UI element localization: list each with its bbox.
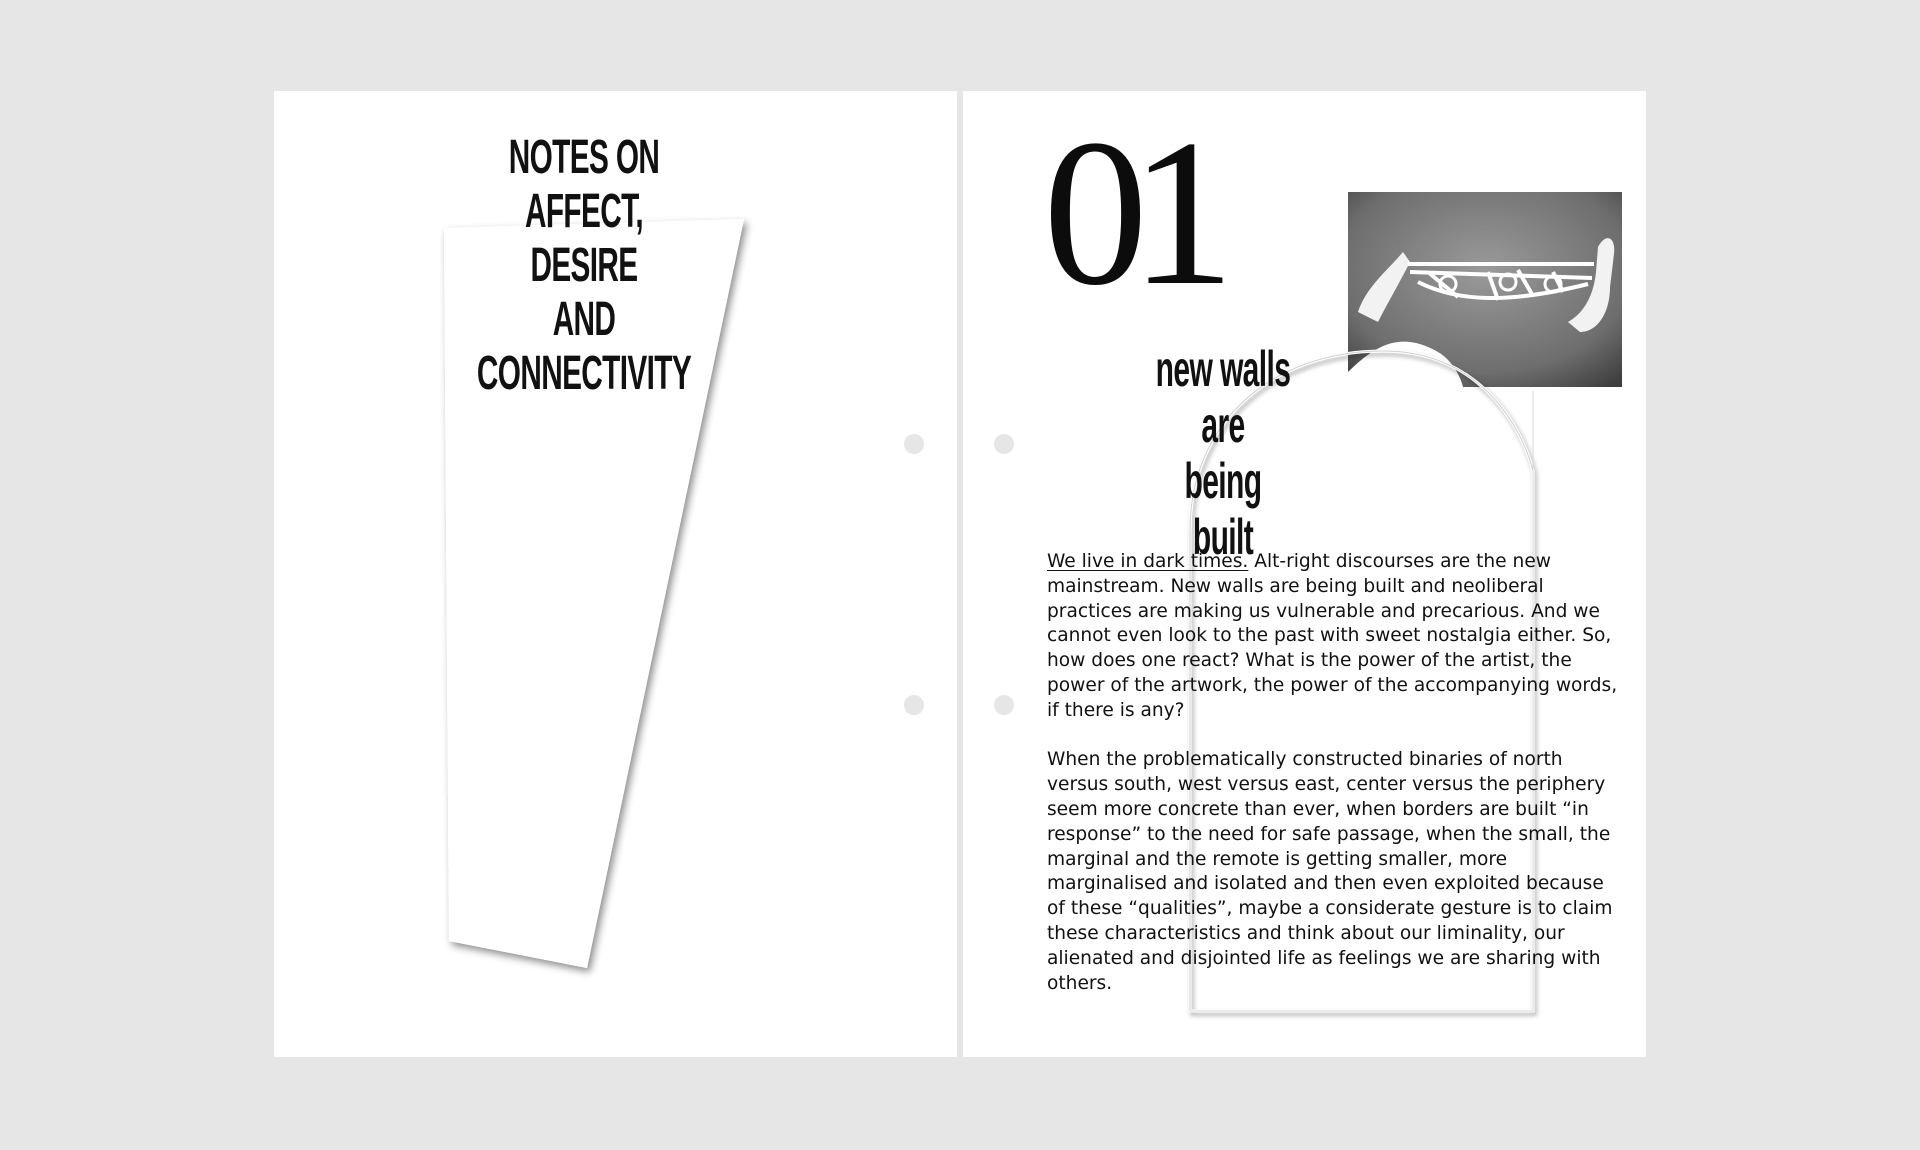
binder-hole xyxy=(904,434,924,454)
binder-hole xyxy=(904,695,924,715)
lead-sentence: We live in dark times. xyxy=(1047,551,1249,572)
paragraph xyxy=(1047,550,1622,724)
paragraph: When the problematically constructed binaries of north versus south, west versus east, center versus the periphery seem more concrete than ever, when borders are built “in response” to the need for safe passage, when the small, the marginal and the remote is getting smaller, more marginalised and isolated and then even exploited because of these “qualities”, maybe a considerate gesture is to claim these characteristics and think about our liminality, our alienated and disjointed life as feelings we are sharing with others. xyxy=(1047,749,1613,994)
page-title: NOTES ON AFFECT, DESIRE AND CONNECTIVITY xyxy=(476,131,692,400)
left-page xyxy=(274,91,957,1057)
right-page xyxy=(963,91,1646,1057)
paragraph-text: Alt-right discourses are the new mainstream. New walls are being built and neoliberal practices are making us vulnerable and precarious. And we cannot even look to the past with sweet nostalgia either. So, how does one react? What is the power of the artist, the power of the artwork, the power of the accompanying words, if there is any? xyxy=(1047,551,1618,721)
binder-hole xyxy=(994,695,1014,715)
body-text xyxy=(1047,550,1622,1021)
chapter-number: 01 xyxy=(1043,97,1217,329)
binder-hole xyxy=(994,434,1014,454)
section-subtitle: new walls are being built xyxy=(1155,341,1291,565)
